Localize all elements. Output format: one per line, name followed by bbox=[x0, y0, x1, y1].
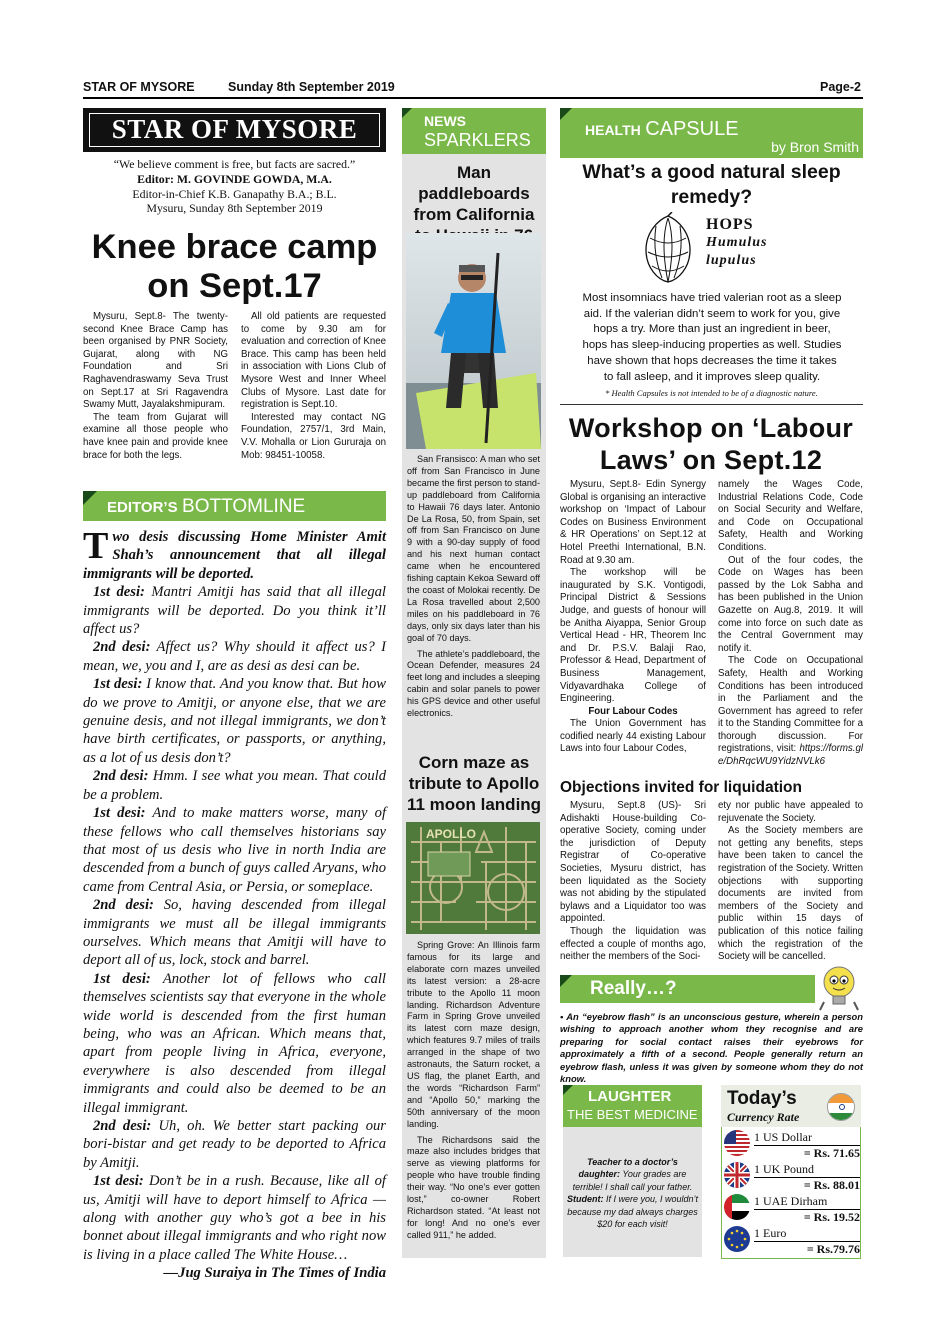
workshop-headline-line2: Laws’ on Sept.12 bbox=[599, 445, 823, 475]
currency-rows bbox=[724, 1130, 860, 1258]
header-rule bbox=[83, 97, 863, 99]
header-page-number: Page-2 bbox=[820, 80, 861, 94]
workshop-registration-link[interactable]: https://forms.gle/DhRqcWU9YidzNVLk6 bbox=[718, 743, 863, 768]
hops-label-line: Humulus bbox=[706, 235, 768, 250]
currency-row bbox=[724, 1130, 860, 1162]
dialogue-speaker: 1st desi: bbox=[93, 805, 146, 822]
workshop-paragraph: The workshop will be inaugurated by S.K. Vontigodi, Principal District & Sessions Judge, and guests of honour will be Anitha Aiyappa, Senior Group Vertical Head - HR, Theorem Inc and Dr. P.S.V. Balaji Rao, Professor & Head, Department of Business Management, Vidyavardhaka College of Engineering. bbox=[560, 567, 706, 705]
dialogue-line bbox=[83, 1172, 386, 1264]
banner-corner bbox=[563, 1085, 573, 1095]
health-capsule-byline: by Bron Smith bbox=[771, 139, 859, 155]
dialogue-text: Another lot of fellows who call themselves scientists say that everyone in the whole wide world is descended from the first human being, who was an African. Which means that, apart from people living in Africa, everyone, everywhere is also descended from illegal immigrants and could also be deemed to be an illegal immigrant. bbox=[83, 970, 386, 1116]
dialogue-line bbox=[83, 583, 386, 638]
really-banner bbox=[560, 975, 815, 1003]
masthead-place-date: Mysuru, Sunday 8th September 2019 bbox=[146, 201, 323, 216]
masthead-chief-editor: Editor-in-Chief K.B. Ganapathy B.A.; B.L. bbox=[132, 186, 337, 201]
knee-paragraph: All old patients are requested to come by 9.30 am for evaluation and correction of Knee Brace. This camp has been held in association with Lions Club of Mysore West and Inner Wheel Clubs of Mysore. Last date for registration is Sept.10. bbox=[241, 311, 386, 411]
laughter-label-b: THE BEST MEDICINE bbox=[567, 1107, 698, 1122]
really-body: • An “eyebrow flash” is an unconscious gesture, wherein a person wishing to approach another whom they recognise and are preparing for social contact raises their eyebrows for approximately a fifth of a second. People generally return an eyebrow flash, unless it was given by someone whom they do not know. bbox=[560, 1011, 863, 1085]
knee-paragraph: Mysuru, Sept.8- The twenty-second Knee Brace Camp has been organised by PNR Society, Gujarat, along with NG Foundation and Sri Raghavendraswamy Seva Trust on Sept.17 at Sri Ragavendra Swamy Mutt, Jayalakshmipuram. bbox=[83, 311, 228, 411]
laughter-joke bbox=[566, 1156, 699, 1230]
health-capsule-label: HEALTH bbox=[585, 122, 641, 138]
dialogue-line bbox=[83, 804, 386, 896]
joke-speaker: Teacher to a doctor’s daughter: bbox=[578, 1157, 678, 1180]
news-sparklers-label-b: SPARKLERS bbox=[424, 130, 531, 150]
corn-maze-photo bbox=[406, 822, 540, 934]
knee-headline-line2: on Sept.17 bbox=[147, 267, 322, 305]
health-capsule-banner bbox=[560, 108, 863, 158]
currency-value: = Rs. 71.65 bbox=[754, 1145, 860, 1161]
joke-speaker: Student: bbox=[566, 1194, 604, 1205]
objections-col1 bbox=[560, 800, 706, 964]
masthead-info bbox=[83, 157, 386, 216]
dialogue-text: Hmm. I see what you mean. That could be a problem. bbox=[83, 768, 386, 803]
editor-bottomline-label-b: BOTTOMLINE bbox=[182, 496, 306, 517]
laughter-label: LAUGHTER bbox=[588, 1088, 672, 1105]
us-flag-icon bbox=[724, 1130, 750, 1156]
workshop-col1 bbox=[560, 479, 706, 756]
currency-header bbox=[721, 1085, 861, 1127]
dialogue-text: I know that. And you know that. But how do we prove to Amitji, or anyone else, that we are genuine desis, and not illegal immigrants, we don’t have birth certificates, or passports, or anything, as a lot of us desis don’t? bbox=[83, 676, 386, 766]
news-sparklers-label: NEWS bbox=[424, 113, 466, 129]
currency-value: = Rs. 19.52 bbox=[754, 1209, 860, 1225]
dialogue-speaker: 2nd desi: bbox=[93, 897, 154, 914]
dialogue-line bbox=[83, 675, 386, 767]
dialogue-text: And to make matters worse, many of these fellows who call themselves historians say that most of us desis who live in north India are descended from a bunch of guys called Aryans, who came from Central Asia, or Persia, or someplace. bbox=[83, 805, 386, 895]
dialogue-text: Mantri Amitji has said that all illegal immigrants will be deported. Do you think it’ll affect us? bbox=[83, 584, 386, 638]
lightbulb-icon bbox=[816, 962, 862, 1012]
currency-name: 1 UAE Dirham bbox=[754, 1194, 828, 1208]
news-paragraph: San Fransisco: A man who set off from San Francisco in June became the first person to stand-up paddleboard from California to Hawaii 76 days later. Antonio De La Rosa, 50, from Spain, set off from San Francisco on June 9 with a 90-day supply of food and his next human contact came when he encountered fishing captain Kekoa Seward off the coast of Molokai recently. De La Rosa travelled about 2,500 miles on his paddleboard in 76 days, only six days later than his goal of 70 days. bbox=[407, 454, 540, 643]
objections-headline: Objections invited for liquidation bbox=[560, 779, 802, 796]
news-paragraph: The Richardsons said the maze also includes bridges that serve as viewing platforms for people who have trouble finding their way. “No one’s ever gotten lost,” co-owner Robert Richardson stated. “At least not for long! And no one’s ever called 911,” he added. bbox=[407, 1134, 540, 1240]
workshop-subhead: Four Labour Codes bbox=[588, 705, 678, 717]
knee-headline-line1: Knee brace camp bbox=[91, 228, 378, 266]
workshop-col2 bbox=[718, 479, 863, 769]
health-note: * Health Capsules is not intended to be of a diagnostic nature. bbox=[605, 388, 818, 398]
objections-paragraph: As the Society members are not getting any benefits, steps have been taken to cancel the registration of the Society. Written objections with supporting documents are invited from members of the Society and public within 15 days of publication of this notice failing which the registration of the Society will be cancelled. bbox=[718, 825, 863, 963]
currency-value: = Rs. 88.01 bbox=[754, 1177, 860, 1193]
news-paragraph: The athlete’s paddleboard, the Ocean Defender, measures 24 feet long and includes a sleeping cabin and solar panels to power his GPS device and other useful electronics. bbox=[407, 648, 540, 719]
editor-bottomline-credit: —Jug Suraiya in The Times of India bbox=[163, 1265, 386, 1282]
knee-paragraph: Interested may contact NG Foundation, 2757/1, 3rd Main, V.V. Mohalla or Lion Gururaja on Mob: 98451-10058. bbox=[241, 411, 386, 461]
objections-paragraph: Mysuru, Sept.8 (US)- Sri Adishakti House-building Co-operative Society, coming under the jurisdiction of Deputy Registrar of Co-operative Societies, Mysuru district, has been liquidated as the Society was not abiding by the stipulated bylaws and a Liquidator too was appointed. bbox=[560, 800, 706, 925]
dialogue-line bbox=[83, 896, 386, 970]
dialogue-speaker: 2nd desi: bbox=[93, 768, 149, 785]
paddleboard-photo bbox=[406, 233, 541, 449]
editor-bottomline-label: EDITOR’S bbox=[107, 499, 178, 516]
health-capsule-label-b: CAPSULE bbox=[645, 118, 739, 140]
corn-maze-headline: Corn maze as tribute to Apollo 11 moon landing bbox=[406, 753, 542, 814]
dialogue-text: Uh, oh. We better start packing our bori-bistar and get ready to be deported to Africa by Amitji. bbox=[83, 1118, 386, 1171]
masthead-logo bbox=[83, 108, 386, 152]
dialogue-speaker: 1st desi: bbox=[93, 584, 145, 601]
health-body: Most insomniacs have tried valerian root as a sleep aid. If the valerian didn’t seem to work for you, give hops a try. More than just an ingredient in beer, hops has sleep-inducing properties as well. Studies have shown that hops decreases the time it takes to fall asleep, and it improves sleep quality. bbox=[582, 292, 842, 383]
uae-flag-icon bbox=[724, 1194, 750, 1220]
header-date: Sunday 8th September 2019 bbox=[228, 80, 395, 94]
header-paper-name: STAR OF MYSORE bbox=[83, 80, 195, 94]
hops-cone-icon bbox=[638, 212, 698, 284]
news-paragraph: Spring Grove: An Illinois farm famous for its large and elaborate corn mazes unveiled its latest version: a 28-acre tribute to the Apollo 11 moon landing. Richardson Adventure Farm in Spring Grove unveiled its latest corn maze design, which features 9.7 miles of trails arranged in the shape of two astronauts, the Saturn rocket, a US flag, the planet Earth, and the words “Richardson Farm” and “Apollo 50,” marking the 50th anniversary of the moon landing. bbox=[407, 940, 540, 1129]
eu-flag-icon bbox=[724, 1226, 750, 1252]
dialogue-speaker: 2nd desi: bbox=[93, 1118, 152, 1134]
dialogue-line bbox=[83, 767, 386, 804]
objections-col2 bbox=[718, 800, 863, 964]
masthead-editor: Editor: M. GOVINDE GOWDA, M.A. bbox=[137, 171, 332, 186]
objections-paragraph: Though the liquidation was effected a couple of months ago, neither the members of the Soci- bbox=[560, 925, 706, 963]
joke-line: If I were you, I wouldn’t because my dad always charges $20 for each visit! bbox=[567, 1194, 699, 1230]
laughter-banner bbox=[563, 1085, 702, 1127]
workshop-paragraph: The Union Government has codified nearly 44 existing Labour Laws into four Labour Codes, bbox=[560, 718, 706, 755]
dialogue-line bbox=[83, 970, 386, 1117]
dialogue-speaker: 1st desi: bbox=[93, 970, 151, 987]
dialogue bbox=[83, 583, 386, 1264]
workshop-paragraph: Mysuru, Sept.8- Edin Synergy Global is organising an interactive workshop on ‘Impact of Labour Codes on Business Environment & HR Operations’ on Sept.12 at Hotel Preethi International, B.N. Road at 9.30 am. bbox=[560, 479, 706, 566]
uk-flag-icon bbox=[724, 1162, 750, 1188]
objections-paragraph: ety nor public have appealed to rejuvenate the Society. bbox=[718, 800, 863, 824]
dialogue-text: Affect us? Why should it affect us? I mean, we, you and I, are as desi as desi can be. bbox=[83, 639, 386, 674]
maze-label-text: APOLLO bbox=[426, 827, 476, 841]
drop-cap: T bbox=[83, 525, 109, 567]
dialogue-line bbox=[83, 638, 386, 675]
currency-subtitle: Currency Rate bbox=[727, 1110, 800, 1124]
currency-name: 1 Euro bbox=[754, 1226, 787, 1240]
workshop-paragraph: The Code on Occupational Safety, Health and Working Conditions has been introduced in the Parliament and the Government has agreed to refer it to the Standing Committee for a thorough discussion. For registrations, visit: bbox=[718, 655, 863, 755]
knee-article-col2 bbox=[241, 311, 386, 462]
health-rule bbox=[560, 404, 863, 405]
health-headline: What’s a good natural sleep remedy? bbox=[582, 161, 841, 208]
currency-row bbox=[724, 1226, 860, 1258]
dialogue-line bbox=[83, 1117, 386, 1172]
banner-corner bbox=[560, 975, 572, 987]
hops-label-line: lupulus bbox=[706, 253, 757, 268]
knee-paragraph: The team from Gujarat will examine all those people who have knee pain and provide knee brace for both the legs. bbox=[83, 411, 228, 461]
workshop-paragraph: namely the Wages Code, Industrial Relations Code, Code on Social Security and Welfare, and Code on Occupational Safety, Health and Working Conditions. bbox=[718, 479, 863, 553]
news-sparklers-banner bbox=[402, 108, 546, 154]
currency-title: Today’s bbox=[727, 1088, 797, 1109]
banner-corner bbox=[560, 108, 572, 120]
paddleboard-article bbox=[407, 454, 540, 720]
india-flag-icon bbox=[827, 1093, 855, 1121]
dialogue-text: So, having descended from illegal immigrants we must all be illegal immigrants ourselves. Which means that Amitji will have to deport all of us, lock, stock and barrel. bbox=[83, 897, 386, 969]
joke-line: Your grades are terrible! I shall call your father. bbox=[572, 1169, 693, 1192]
knee-headline bbox=[83, 228, 386, 306]
currency-row bbox=[724, 1162, 860, 1194]
editor-bottomline-body bbox=[83, 525, 386, 1283]
currency-value: = Rs.79.76 bbox=[754, 1241, 860, 1257]
dialogue-speaker: 1st desi: bbox=[93, 1173, 144, 1190]
currency-name: 1 UK Pound bbox=[754, 1162, 815, 1176]
hops-label-line: HOPS bbox=[706, 216, 754, 233]
knee-article-col1 bbox=[83, 311, 228, 462]
dialogue-text: Don’t be in a rush. Because, like all of us, Amitji will have to deport himself to Africa — along with another guy who’s got a bee in his bonnet about illegal immigrants and who right now is living in a place called The White House… bbox=[83, 1173, 386, 1263]
currency-row bbox=[724, 1194, 860, 1226]
really-label: Really…? bbox=[590, 978, 677, 999]
really-text: An “eyebrow flash” is an unconscious gesture, wherein a person wishing to approach another whom they recognise and are preparing for social contact raises their eyebrows for approximately a fifth of a second. People generally return an eyebrow flash, unless it was given by someone whom they do not know. bbox=[560, 1011, 863, 1085]
masthead-logo-text: STAR OF MYSORE bbox=[111, 114, 358, 144]
editor-bottomline-lead: wo desis discussing Home Minister Amit Shah’s announcement that all illegal immigrants will be deported. bbox=[83, 529, 386, 582]
banner-corner bbox=[83, 491, 97, 505]
dialogue-speaker: 1st desi: bbox=[93, 676, 143, 693]
workshop-headline-line1: Workshop on ‘Labour bbox=[568, 413, 854, 443]
corn-maze-article bbox=[407, 940, 540, 1242]
editor-bottomline-banner bbox=[83, 491, 386, 521]
banner-corner bbox=[402, 108, 412, 118]
hops-label bbox=[706, 216, 767, 270]
paddleboard-headline: Man paddleboards from California bbox=[413, 163, 535, 224]
currency-name: 1 US Dollar bbox=[754, 1130, 812, 1144]
masthead-motto: “We believe comment is free, but facts are sacred.” bbox=[113, 157, 356, 171]
workshop-headline bbox=[557, 412, 865, 476]
dialogue-speaker: 2nd desi: bbox=[93, 639, 151, 656]
workshop-paragraph: Out of the four codes, the Code on Wages has been passed by the Lok Sabha and has been published in the Union Gazette on Aug.8, 2019. It will come into force on such date as the Central Government may notify it. bbox=[718, 554, 863, 654]
